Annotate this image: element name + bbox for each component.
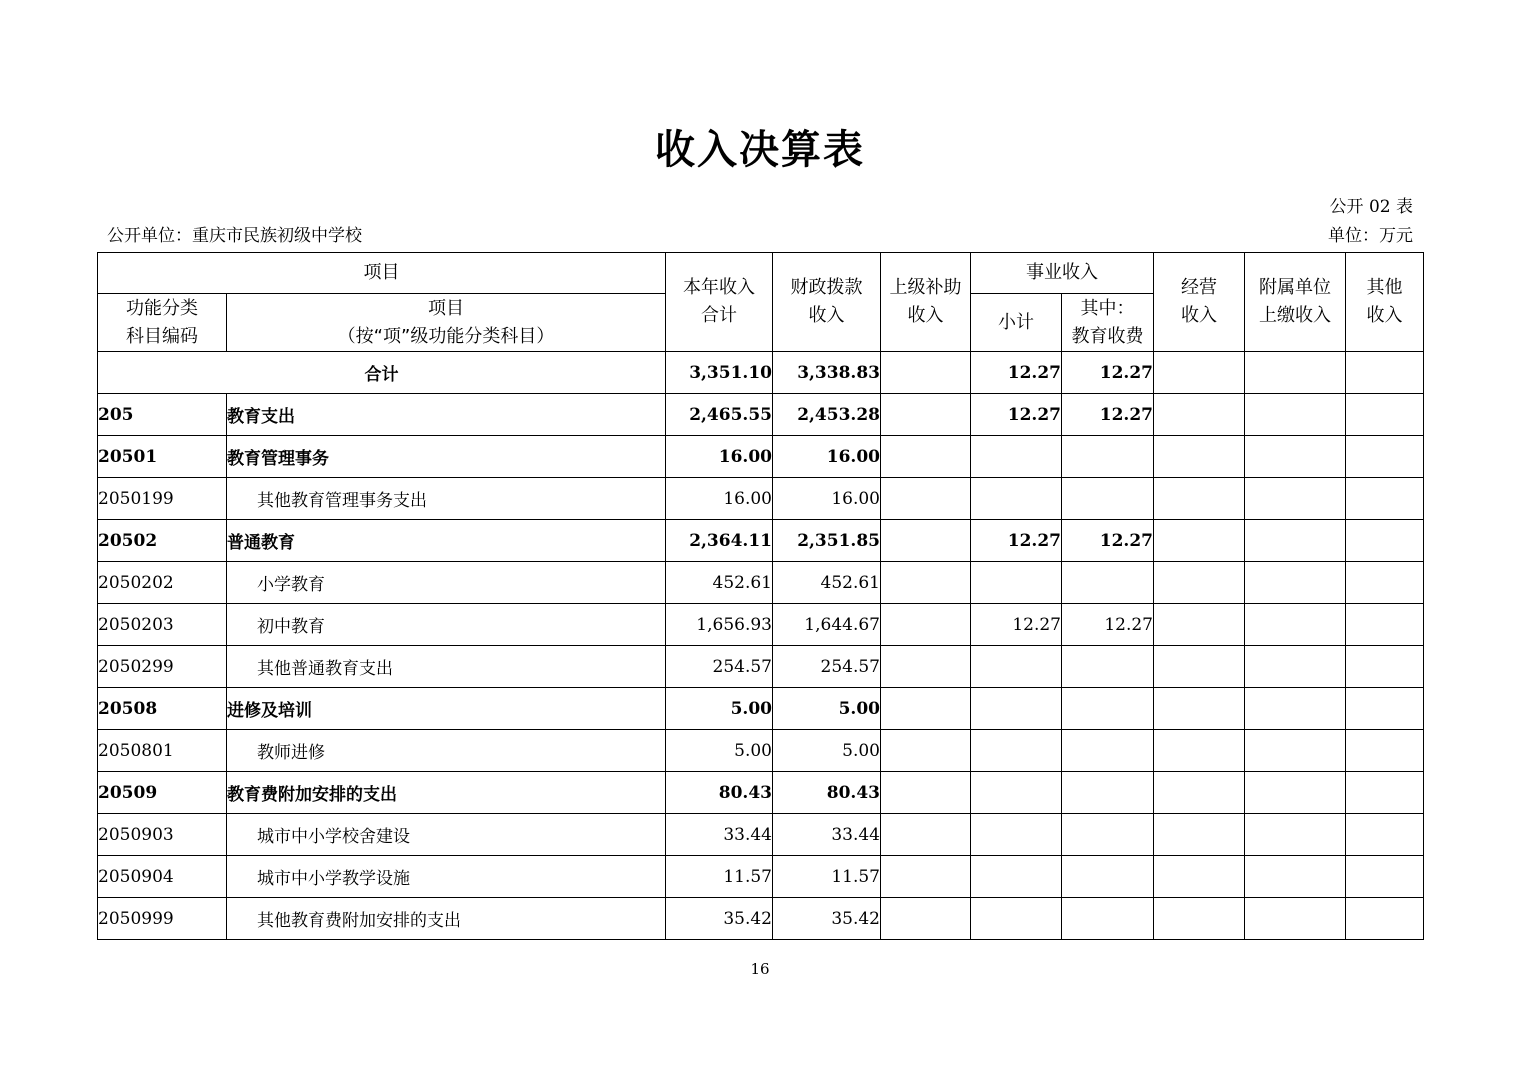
code-cell: 2050202 [98, 562, 227, 604]
table-row [98, 856, 1424, 898]
business-cell [1154, 394, 1245, 436]
fiscal-cell: 16.00 [773, 436, 881, 478]
fiscal-cell: 254.57 [773, 646, 881, 688]
table-row [98, 562, 1424, 604]
business-cell [1154, 478, 1245, 520]
other-cell [1346, 898, 1424, 940]
table-row [98, 772, 1424, 814]
total-income-cell: 80.43 [666, 772, 773, 814]
upper-cell [881, 562, 971, 604]
total-business-cell [1154, 352, 1245, 394]
other-cell [1346, 520, 1424, 562]
total-income-cell: 35.42 [666, 898, 773, 940]
other-cell [1346, 688, 1424, 730]
item-name-cell: 教育管理事务 [227, 436, 666, 478]
upper-cell [881, 436, 971, 478]
upper-cell [881, 814, 971, 856]
form-number: 公开 02 表 [1329, 197, 1413, 217]
business-cell [1154, 898, 1245, 940]
other-cell [1346, 394, 1424, 436]
subtotal-cell: 12.27 [971, 394, 1062, 436]
affiliate-cell [1245, 856, 1346, 898]
fiscal-cell: 5.00 [773, 688, 881, 730]
code-cell: 2050904 [98, 856, 227, 898]
header-career-income: 事业收入 [971, 253, 1154, 294]
header-edu-fee: 其中： 教育收费 [1062, 294, 1154, 352]
table-row [98, 394, 1424, 436]
subtotal-cell [971, 730, 1062, 772]
other-cell [1346, 646, 1424, 688]
total-income-cell: 2,465.55 [666, 394, 773, 436]
other-cell [1346, 604, 1424, 646]
edu-fee-cell [1062, 772, 1154, 814]
header-career-subtotal: 小计 [971, 294, 1062, 352]
subtotal-cell [971, 814, 1062, 856]
code-cell: 2050903 [98, 814, 227, 856]
edu-fee-cell [1062, 814, 1154, 856]
item-name-cell: 教育费附加安排的支出 [227, 772, 666, 814]
table-row [98, 436, 1424, 478]
edu-fee-cell [1062, 436, 1154, 478]
edu-fee-cell: 12.27 [1062, 520, 1154, 562]
business-cell [1154, 688, 1245, 730]
other-cell [1346, 478, 1424, 520]
business-cell [1154, 520, 1245, 562]
business-cell [1154, 646, 1245, 688]
fiscal-cell: 80.43 [773, 772, 881, 814]
item-name-cell: 小学教育 [227, 562, 666, 604]
subtotal-cell [971, 898, 1062, 940]
header-fiscal-allocation: 财政拨款 收入 [773, 253, 881, 352]
business-cell [1154, 772, 1245, 814]
total-row [98, 352, 1424, 394]
affiliate-cell [1245, 898, 1346, 940]
business-cell [1154, 604, 1245, 646]
table-row [98, 730, 1424, 772]
total-income-cell: 33.44 [666, 814, 773, 856]
other-cell [1346, 436, 1424, 478]
total-label: 合计 [98, 352, 666, 394]
total-upper-cell [881, 352, 971, 394]
table-row [98, 604, 1424, 646]
edu-fee-cell: 12.27 [1062, 604, 1154, 646]
fiscal-cell: 16.00 [773, 478, 881, 520]
affiliate-cell [1245, 562, 1346, 604]
code-cell: 2050199 [98, 478, 227, 520]
table-row [98, 478, 1424, 520]
edu-fee-cell [1062, 898, 1154, 940]
subtotal-cell: 12.27 [971, 520, 1062, 562]
affiliate-cell [1245, 646, 1346, 688]
fiscal-cell: 2,351.85 [773, 520, 881, 562]
code-cell: 205 [98, 394, 227, 436]
table-row [98, 520, 1424, 562]
total-income-cell: 1,656.93 [666, 604, 773, 646]
subtotal-cell [971, 772, 1062, 814]
affiliate-cell [1245, 730, 1346, 772]
business-cell [1154, 730, 1245, 772]
affiliate-cell [1245, 394, 1346, 436]
total-income-cell: 5.00 [666, 688, 773, 730]
subtotal-cell [971, 436, 1062, 478]
total-edu-fee-cell: 12.27 [1062, 352, 1154, 394]
total-income-cell: 3,351.10 [666, 352, 773, 394]
item-name-cell: 初中教育 [227, 604, 666, 646]
business-cell [1154, 814, 1245, 856]
item-name-cell: 教育支出 [227, 394, 666, 436]
subtotal-cell [971, 688, 1062, 730]
code-cell: 20502 [98, 520, 227, 562]
total-affiliate-cell [1245, 352, 1346, 394]
subtotal-cell: 12.27 [971, 604, 1062, 646]
code-cell: 2050299 [98, 646, 227, 688]
fiscal-cell: 33.44 [773, 814, 881, 856]
edu-fee-cell [1062, 730, 1154, 772]
table-row [98, 646, 1424, 688]
edu-fee-cell [1062, 688, 1154, 730]
upper-cell [881, 478, 971, 520]
fiscal-cell: 452.61 [773, 562, 881, 604]
table-row [98, 688, 1424, 730]
fiscal-cell: 11.57 [773, 856, 881, 898]
item-name-cell: 普通教育 [227, 520, 666, 562]
total-income-cell: 5.00 [666, 730, 773, 772]
affiliate-cell [1245, 772, 1346, 814]
total-other-cell [1346, 352, 1424, 394]
item-name-cell: 城市中小学校舍建设 [227, 814, 666, 856]
affiliate-cell [1245, 604, 1346, 646]
subtotal-cell [971, 856, 1062, 898]
other-cell [1346, 772, 1424, 814]
item-name-cell: 教师进修 [227, 730, 666, 772]
subtotal-cell [971, 478, 1062, 520]
total-income-cell: 452.61 [666, 562, 773, 604]
affiliate-cell [1245, 436, 1346, 478]
header-total-income: 本年收入 合计 [666, 253, 773, 352]
other-cell [1346, 814, 1424, 856]
business-cell [1154, 856, 1245, 898]
item-name-cell: 城市中小学教学设施 [227, 856, 666, 898]
total-income-cell: 16.00 [666, 478, 773, 520]
edu-fee-cell: 12.27 [1062, 394, 1154, 436]
subtotal-cell [971, 562, 1062, 604]
code-cell: 2050203 [98, 604, 227, 646]
other-cell [1346, 562, 1424, 604]
total-fiscal-cell: 3,338.83 [773, 352, 881, 394]
upper-cell [881, 730, 971, 772]
measurement-unit: 单位：万元 [1328, 226, 1413, 246]
affiliate-cell [1245, 814, 1346, 856]
affiliate-cell [1245, 520, 1346, 562]
item-name-cell: 进修及培训 [227, 688, 666, 730]
subtotal-cell [971, 646, 1062, 688]
total-income-cell: 11.57 [666, 856, 773, 898]
code-cell: 20501 [98, 436, 227, 478]
item-name-cell: 其他教育费附加安排的支出 [227, 898, 666, 940]
header-upper-subsidy: 上级补助 收入 [881, 253, 971, 352]
edu-fee-cell [1062, 646, 1154, 688]
upper-cell [881, 856, 971, 898]
other-cell [1346, 856, 1424, 898]
fiscal-cell: 2,453.28 [773, 394, 881, 436]
header-business-income: 经营 收入 [1154, 253, 1245, 352]
page-title: 收入决算表 [655, 127, 865, 173]
header-function-code: 功能分类 科目编码 [98, 294, 227, 352]
other-cell [1346, 730, 1424, 772]
upper-cell [881, 520, 971, 562]
business-cell [1154, 562, 1245, 604]
table-row [98, 814, 1424, 856]
business-cell [1154, 436, 1245, 478]
header-project: 项目 [98, 253, 666, 294]
upper-cell [881, 688, 971, 730]
total-income-cell: 254.57 [666, 646, 773, 688]
header-affiliate-income: 附属单位 上缴收入 [1245, 253, 1346, 352]
code-cell: 20509 [98, 772, 227, 814]
total-income-cell: 16.00 [666, 436, 773, 478]
reporting-unit: 公开单位：重庆市民族初级中学校 [107, 226, 362, 246]
fiscal-cell: 35.42 [773, 898, 881, 940]
upper-cell [881, 604, 971, 646]
table-row [98, 898, 1424, 940]
code-cell: 20508 [98, 688, 227, 730]
item-name-cell: 其他普通教育支出 [227, 646, 666, 688]
income-final-account-table [97, 252, 1424, 940]
affiliate-cell [1245, 688, 1346, 730]
edu-fee-cell [1062, 562, 1154, 604]
page-number: 16 [750, 960, 770, 978]
upper-cell [881, 898, 971, 940]
upper-cell [881, 772, 971, 814]
upper-cell [881, 646, 971, 688]
code-cell: 2050801 [98, 730, 227, 772]
fiscal-cell: 5.00 [773, 730, 881, 772]
code-cell: 2050999 [98, 898, 227, 940]
affiliate-cell [1245, 478, 1346, 520]
header-other-income: 其他 收入 [1346, 253, 1424, 352]
total-subtotal-cell: 12.27 [971, 352, 1062, 394]
item-name-cell: 其他教育管理事务支出 [227, 478, 666, 520]
upper-cell [881, 394, 971, 436]
fiscal-cell: 1,644.67 [773, 604, 881, 646]
total-income-cell: 2,364.11 [666, 520, 773, 562]
edu-fee-cell [1062, 478, 1154, 520]
header-item-name: 项目 （按“项”级功能分类科目） [227, 294, 666, 352]
edu-fee-cell [1062, 856, 1154, 898]
